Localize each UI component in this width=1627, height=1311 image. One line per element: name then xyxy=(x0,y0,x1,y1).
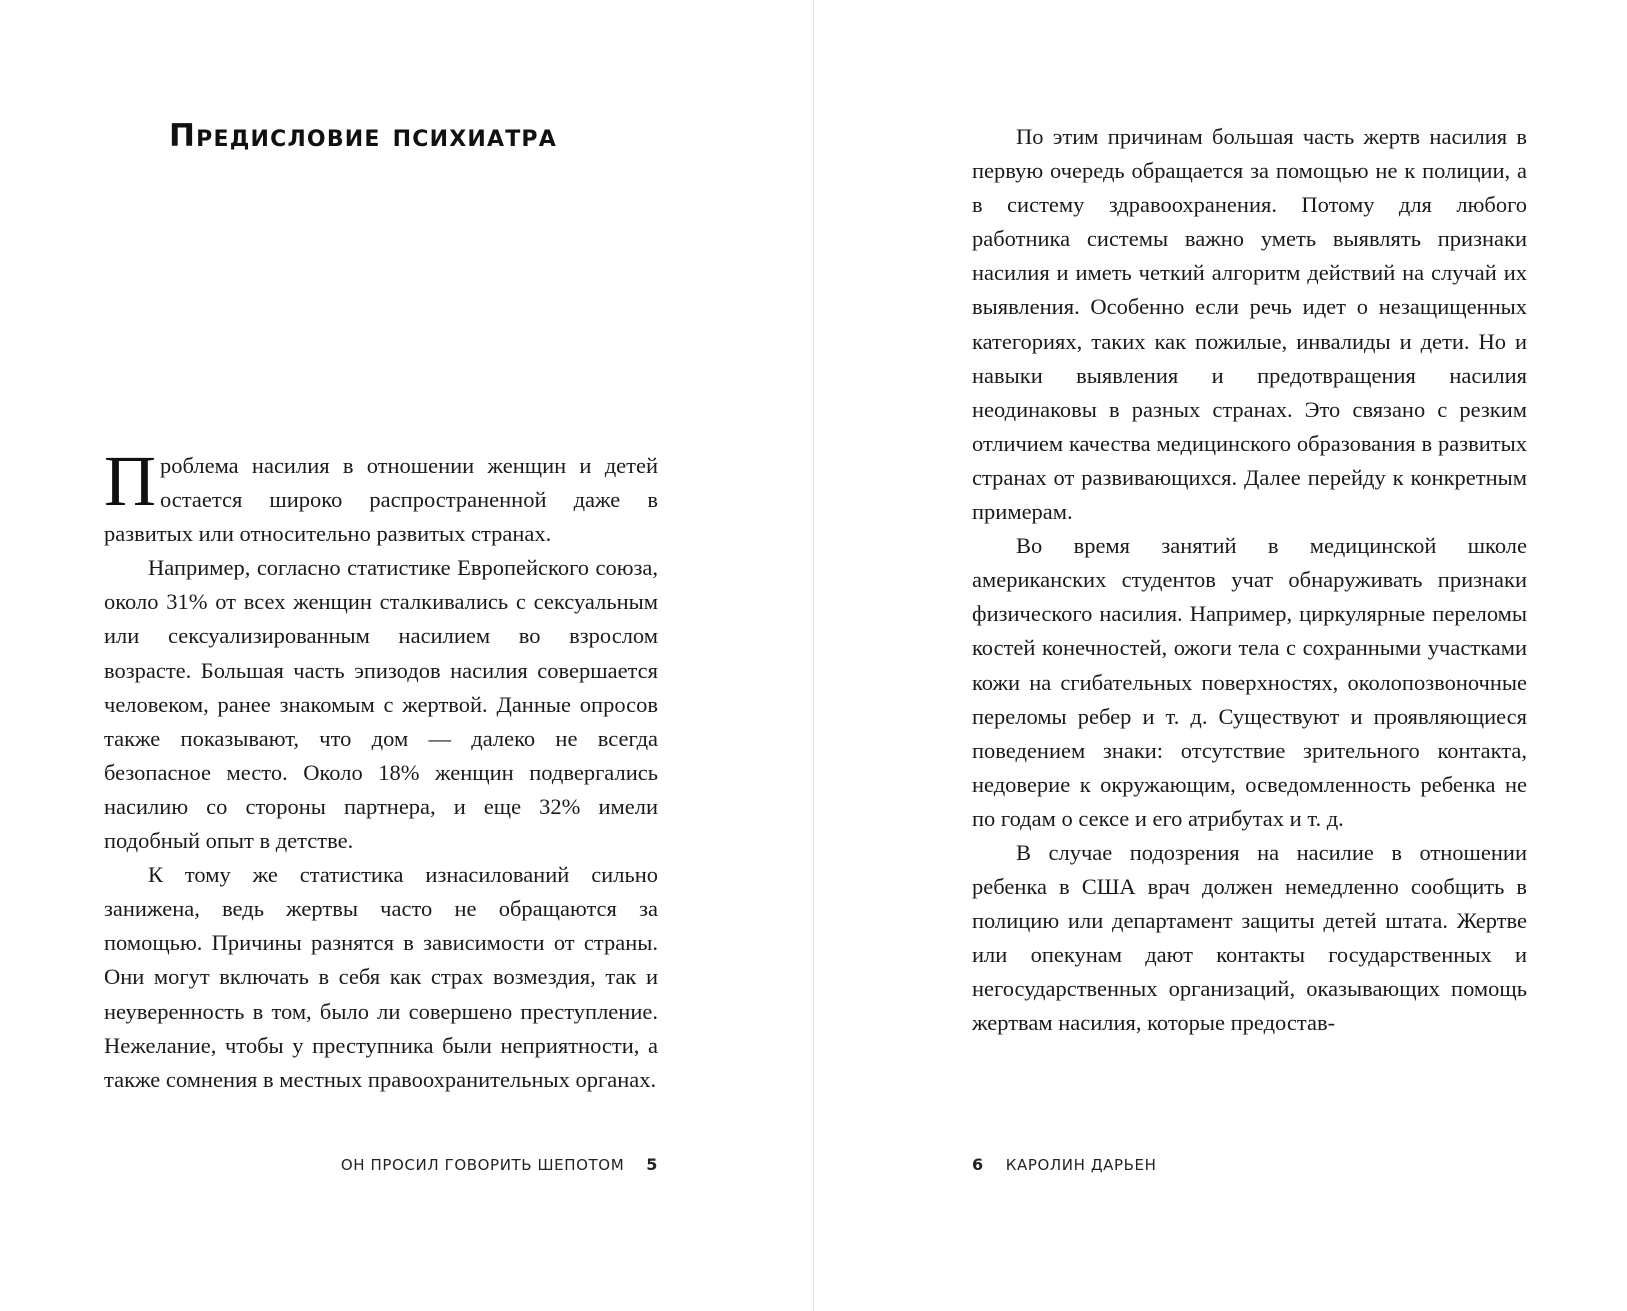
left-footer xyxy=(341,1155,658,1174)
left-page xyxy=(0,0,813,1311)
paragraph xyxy=(104,441,658,551)
paragraph: Например, согласно статистике Европейского союза, около 31% от всех женщин сталкивались с сексуальным или сексуализированным насилием во взрослом возрасте. Большая часть эпизодов насилия совершается человеком, ранее знакомым с жертвой. Данные опросов также показывают, что дом — далеко не всегда безопасное место. Около 18% женщин подвергались насилию со стороны партнера, и еще 32% имели подобный опыт в детстве. xyxy=(104,555,658,854)
paragraph: К тому же статистика изнасилований сильно занижена, ведь жертвы часто не обращаются за помощью. Причины разнятся в зависимости от страны. Они могут включать в себя как страх возмездия, так и неуверенность в том, было ли совершено преступление. Нежелание, чтобы у преступника были неприятности, а также сомнения в местных правоохранительных органах. xyxy=(104,862,658,1092)
paragraph: Во время занятий в медицинской школе американских студентов учат обнаруживать признаки физического насилия. Например, циркулярные переломы костей конечностей, ожоги тела с сохранными участками кожи на сгибательных поверхностях, околопозвоночные переломы ребер и т. д. Существуют и проявляющиеся поведением знаки: отсутствие зрительного контакта, недоверие к окружающим, осведомленность ребенка не по годам о сексе и его атрибутах и т. д. xyxy=(972,533,1527,831)
paragraph: В случае подозрения на насилие в отношении ребенка в США врач должен немедленно сообщить в полицию или департамент защиты детей штата. Жертве или опекунам дают контакты государственных и негосударственных организаций, оказывающих помощь жертвам насилия, которые предостав- xyxy=(972,839,1527,1036)
running-head-book-title: ОН ПРОСИЛ ГОВОРИТЬ ШЕПОТОМ xyxy=(340,1156,625,1174)
left-body-text xyxy=(104,441,658,1097)
drop-cap: П xyxy=(104,441,156,521)
paragraph-text: роблема насилия в отношении женщин и детей остается широко распространенной даже в развитых или относительно развитых странах. xyxy=(104,453,658,547)
page-number: 5 xyxy=(646,1155,658,1174)
chapter-title: Предисловие психиатра xyxy=(169,118,557,154)
paragraph: По этим причинам большая часть жертв насилия в первую очередь обращается за помощью не к полиции, а в систему здравоохранения. Потому для любого работника системы важно уметь выявлять признаки насилия и иметь четкий алгоритм действий на случай их выявления. Особенно если речь идет о незащищенных категориях, таких как пожилые, инвалиды и дети. Но и навыки выявления и предотвращения насилия неодинаковы в разных странах. Это связано с резким отличием качества медицинского образования в развитых странах от развивающихся. Далее перейду к конкретным примерам. xyxy=(972,124,1527,525)
right-body-text xyxy=(972,120,1527,1041)
right-footer xyxy=(972,1155,1157,1174)
page-number: 6 xyxy=(972,1155,984,1174)
running-head-author: КАРОЛИН ДАРЬЕН xyxy=(1005,1156,1157,1174)
right-page xyxy=(814,0,1627,1311)
